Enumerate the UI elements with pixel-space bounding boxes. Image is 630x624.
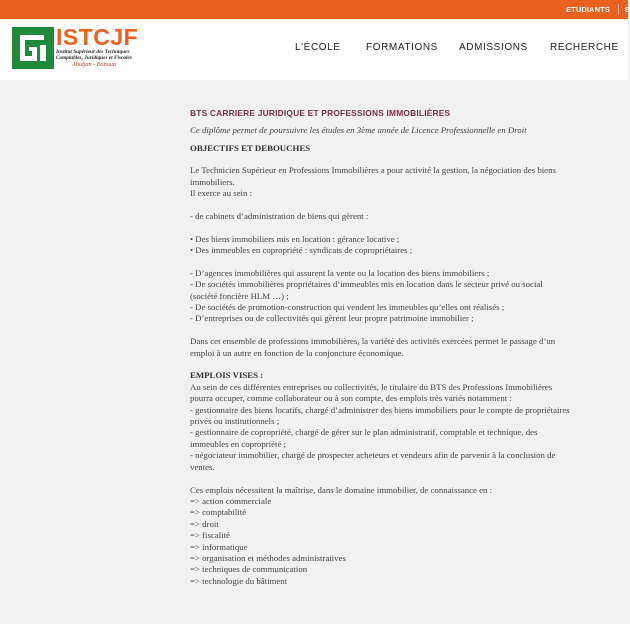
site-logo[interactable]: [12, 24, 172, 72]
paragraph: Ces emplois nécessitent la maîtrise, dans le domaine immobilier, de connaissance en :: [190, 484, 493, 495]
paragraph: Le Technicien Supérieur en Professions Immobilières a pour activité la gestion, la négociation des biens immobiliers.: [190, 165, 556, 187]
second-top-link[interactable]: E: [624, 5, 630, 14]
list-item: => techniques de communication: [190, 564, 308, 575]
list-item: - négociateur immobilier, chargé de prospecter acheteurs et vendeurs afin de parvenir à la conclusion de ventes.: [190, 450, 556, 472]
section-heading-emplois: EMPLOIS VISES :: [190, 370, 264, 381]
nav-item-recherche[interactable]: RECHERCHE: [550, 42, 619, 53]
top-links: [566, 0, 628, 19]
list-item: => action commerciale: [190, 495, 272, 506]
top-link-divider: [618, 4, 619, 15]
list-item: => organisation et méthodes administratives: [190, 552, 346, 563]
intro-text: Ce diplôme permet de poursuivre les études en 3ème année de Licence Professionnelle en Droit: [190, 125, 527, 136]
list-item: • Des immeubles en copropriété : syndicats de copropriétaires ;: [190, 245, 413, 256]
paragraph: Dans cet ensemble de professions immobilières, la variété des activités exercées permet le passage d’un emploi à un autre en fonction de la conjoncture économique.: [190, 336, 556, 358]
list-item: • Des biens immobiliers mis en location : gérance locative ;: [190, 233, 400, 244]
paragraph: - de cabinets d’administration de biens qui gèrent :: [190, 210, 369, 221]
section-heading-objectifs: OBJECTIFS ET DEBOUCHES: [190, 142, 311, 153]
list-item: => fiscalité: [190, 530, 230, 541]
logo-mark-icon: [12, 27, 54, 69]
article-content: [190, 108, 570, 587]
nav-item-ecole[interactable]: L'ÉCOLE: [295, 42, 341, 53]
site-header: [0, 19, 628, 80]
list-item: => droit: [190, 518, 219, 529]
list-item: => comptabilité: [190, 507, 247, 518]
list-item: - D’agences immobilières qui assurent la vente ou la location des biens immobiliers ;: [190, 267, 490, 278]
list-item: - gestionnaire des biens locatifs, chargé d’administrer des biens immobiliers pour le compte de propriétaires privés ou institutionnels ;: [190, 404, 570, 427]
logo-location: Abidjan - Bonoua: [72, 61, 116, 68]
nav-item-admissions[interactable]: ADMISSIONS: [459, 42, 528, 53]
list-item: - De sociétés immobilières propriétaires d’immeubles mis en location dans le secteur privé ou social (société foncière HLM …) ;: [190, 279, 543, 301]
page-title: BTS CARRIERE JURIDIQUE ET PROFESSIONS IMMOBILIÈRES: [190, 108, 451, 118]
etudiants-link[interactable]: ETUDIANTS: [566, 5, 610, 14]
logo-tagline-2: Comptables, Juridiques et Fiscales: [56, 55, 132, 61]
list-item: - gestionnaire de copropriété, chargé de gérer sur le plan administratif, comptable et technique, des immeubles en copropriété ;: [190, 427, 538, 449]
top-utility-bar: [0, 0, 628, 19]
logo-tagline-1: Institut Supérieur des Techniques: [56, 49, 130, 55]
list-item: => technologie du bâtiment: [190, 575, 288, 586]
list-item: - D’entreprises ou de collectivités qui gèrent leur propre patrimoine immobilier ;: [190, 313, 474, 324]
paragraph: Il exerce au sein :: [190, 188, 253, 199]
logo-brand-text: ISTCJF: [56, 24, 139, 50]
list-item: - De sociétés de promotion-construction qui vendent les immeubles qu’elles ont réalisés ;: [190, 302, 505, 313]
list-item: => informatique: [190, 541, 248, 552]
nav-item-formations[interactable]: FORMATIONS: [366, 42, 438, 53]
paragraph: Au sein de ces différentes entreprises ou collectivités, le titulaire du BTS des Professions Immobilières pourra occuper, comme collaborateur ou à son compte, des emplois très variés notamment :: [190, 381, 553, 404]
